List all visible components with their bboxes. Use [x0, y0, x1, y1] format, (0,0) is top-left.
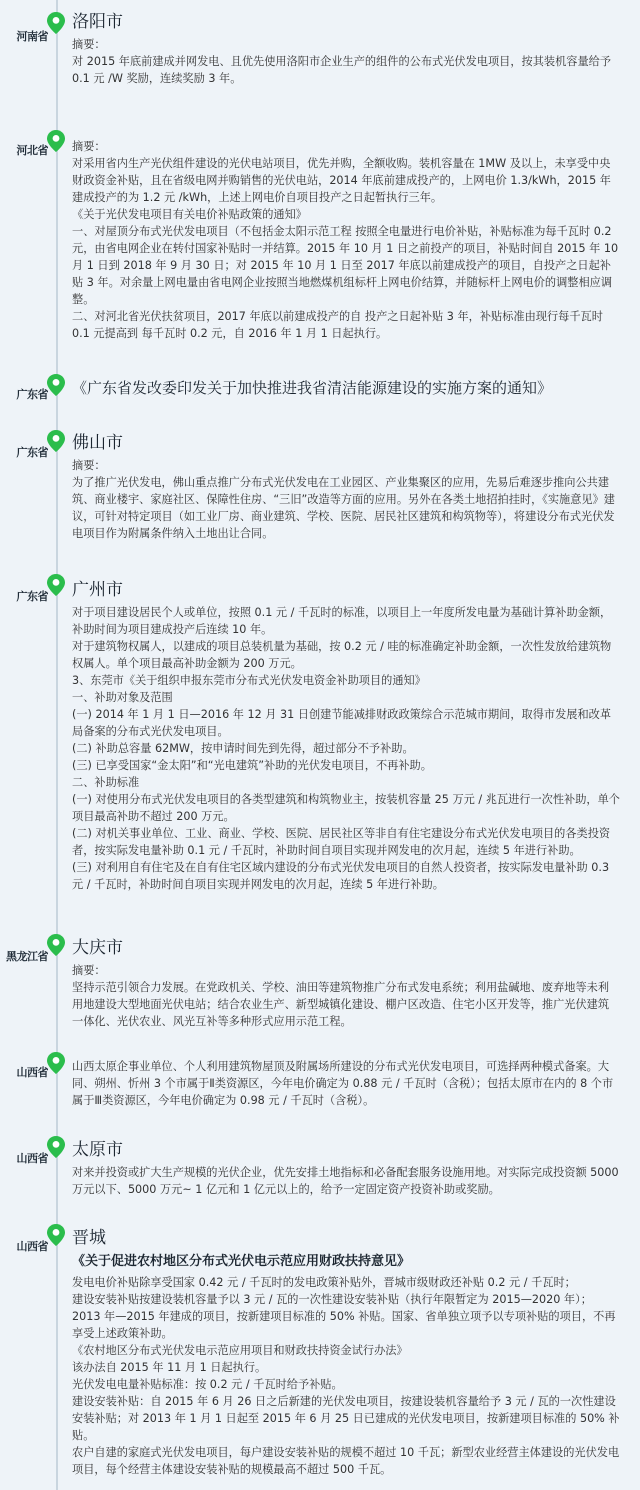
- paragraph: (二) 补助总容量 62MW，按申请时间先到先得，超过部分不予补助。: [72, 742, 414, 755]
- paragraph: (三) 已享受国家“金太阳”和“光电建筑”补助的光伏发电项目，不再补助。: [72, 759, 432, 772]
- province-label: 广东省: [16, 590, 48, 603]
- paragraph: 《农村地区分布式光伏发电示范应用项目和财政扶持资金试行办法》: [72, 1344, 408, 1357]
- province-label: 山西省: [16, 1152, 48, 1165]
- timeline-line: [56, 0, 58, 1490]
- paragraph: 该办法自 2015 年 11 月 1 日起执行。: [72, 1361, 267, 1374]
- paragraph: 摘要：: [72, 964, 106, 977]
- paragraph: 山西太原企事业单位、个人利用建筑物屋顶及附属场所建设的分布式光伏发电项目，可选择两种模式备案。大同、朔州、忻州 3 个市属于Ⅱ类资源区，今年电价确定为 0.88 元 / 千瓦时（含税）；包括太原市在内的 8 个市属于Ⅲ类资源区，今年电价确定为 0.98 元 / 千瓦时（含税）。: [72, 1060, 614, 1107]
- subtitle: 《关于促进农村地区分布式光伏电示范应用财政扶持意见》: [72, 1254, 411, 1269]
- location-pin-icon: [47, 430, 65, 452]
- province-label: 黑龙江省: [6, 950, 48, 963]
- province-label: 山西省: [16, 1066, 48, 1079]
- paragraph: 二、对河北省光伏扶贫项目，2017 年底以前建成投产的自 投产之日起补贴 3 年，补贴标准由现行每千瓦时 0.1 元提高到 每千瓦时 0.2 元，自 2016 年 1 月 1 日起执行。: [72, 310, 603, 340]
- location-pin-icon: [47, 934, 65, 956]
- paragraph: 二、补助标准: [72, 776, 140, 789]
- location-pin-icon: [47, 130, 65, 152]
- paragraph: 建设安装补贴按建设装机容量予以 3 元 / 瓦的一次性建设安装补贴（执行年限暂定为 2015—2020 年）；: [72, 1293, 592, 1306]
- paragraph: (三) 对利用自有住宅及在自有住宅区域内建设的分布式光伏发电项目的自然人投资者，按实际发电量补助 0.3 元 / 千瓦时，补助时间自项目实现并网发电的次月起，连续 5 年进行补助。: [72, 861, 610, 891]
- paragraph: 2013 年—2015 年建成的项目，按新建项目标准的 50% 补贴。国家、省单独立项予以专项补贴的项目，不再享受上述政策补助。: [72, 1310, 616, 1340]
- province-label: 河南省: [16, 30, 48, 43]
- location-pin-icon: [47, 1136, 65, 1158]
- paragraph: 为了推广光伏发电，佛山重点推广分布式光伏发电在工业园区、产业集聚区的应用，先易后难逐步推向公共建筑、商业楼宇、家庭社区、保障性住房、“三旧”改造等方面的应用。另外在各类土地招拍挂时，《实施意见》建议，可针对特定项目（如工业厂房、商业建筑、学校、医院、居民社区建筑和构筑物等），将建设分布式光伏发电项目作为附属条件纳入土地出让合同。: [72, 476, 615, 540]
- paragraph: 对 2015 年底前建成并网发电、且优先使用洛阳市企业生产的组件的公布式光伏发电项目，按其装机容量给予 0.1 元 /W 奖励，连续奖励 3 年。: [72, 55, 612, 85]
- location-pin-icon: [47, 12, 65, 34]
- paragraph: 对采用省内生产光伏组件建设的光伏电站项目，优先并购，全额收购。装机容量在 1MW 及以上，未享受中央财政资金补贴，且在省级电网并购销售的光伏电站，2014 年底前建成投产的，上网电价 1.3/kWh，2015 年建成投产的为 1.2 元 /kWh，上述上网电价自项目投产之日起暂执行三年。: [72, 157, 611, 204]
- location-pin-icon: [47, 374, 65, 396]
- paragraph: 对来并投资或扩大生产规模的光伏企业，优先安排土地指标和必备配套服务设施用地。对实际完成投资额 5000 万元以下、5000 万元~ 1 亿元和 1 亿元以上的，给予一定固定资产投资补助或奖励。: [72, 1166, 619, 1196]
- location-pin-icon: [47, 1224, 65, 1246]
- paragraph: 3、东莞市《关于组织申报东莞市分布式光伏发电资金补助项目的通知》: [72, 674, 426, 687]
- paragraph: (一) 2014 年 1 月 1 日—2016 年 12 月 31 日创建节能减排财政政策综合示范城市期间，取得市发展和改革局备案的分布式光伏发电项目。: [72, 708, 612, 738]
- paragraph: 建设安装补贴：自 2015 年 6 月 26 日之后新建的光伏发电项目，按建设装机容量给予 3 元 / 瓦的一次性建设安装补贴；对 2013 年 1 月 1 日起至 2015 年 6 月 25 日已建成的光伏发电项目，按新建项目标准的 50% 补贴。: [72, 1395, 620, 1442]
- province-label: 山西省: [16, 1240, 48, 1253]
- paragraph: 对于建筑物权属人，以建成的项目总装机量为基础，按 0.2 元 / 哇的标准确定补助金额，一次性发放给建筑物权属人。单个项目最高补助金额为 200 万元。: [72, 640, 612, 670]
- paragraph: 摘要：: [72, 140, 106, 153]
- city-title: 广州市: [72, 580, 123, 600]
- paragraph: 发电电价补贴除享受国家 0.42 元 / 千瓦时的发电政策补贴外，晋城市级财政还补贴 0.2 元 / 千瓦时；: [72, 1276, 576, 1289]
- city-title: 晋城: [72, 1228, 106, 1248]
- paragraph: 对于项目建设居民个人或单位，按照 0.1 元 / 千瓦时的标准，以项目上一年度所发电量为基础计算补助金额，补助时间为项目建成投产后连续 10 年。: [72, 606, 612, 636]
- paragraph: 坚持示范引领合力发展。在党政机关、学校、油田等建筑物推广分布式发电系统；利用盐碱地、废弃地等未利用地建设大型地面光伏电站；结合农业生产、新型城镇化建设、棚户区改造、住宅小区开发等，推广光伏建筑一体化、光伏农业、风光互补等多种形式应用示范工程。: [72, 981, 610, 1028]
- province-label: 河北省: [16, 144, 48, 157]
- city-title: 佛山市: [72, 433, 123, 453]
- city-title: 大庆市: [72, 938, 123, 958]
- paragraph: 摘要：: [72, 459, 106, 472]
- paragraph: 一、补助对象及范围: [72, 691, 173, 704]
- location-pin-icon: [47, 574, 65, 596]
- paragraph: 一、对屋顶分布式光伏发电项目（不包括金太阳示范工程 按照全电量进行电价补贴，补贴标准为每千瓦时 0.2 元，由省电网企业在转付国家补贴时一并结算。2015 年 10 月 1 日之前投产的项目，补贴时间自 2015 年 10 月 1 日到 2018 年 9 月 30 日；对 2015 年 10 月 1 日至 2017 年底以前建成投产的项目，自投产之日起补贴 3 年。对余量上网电量由省电网企业按照当地燃煤机组标杆上网电价结算，并随标杆上网电价的调整相应调整。: [72, 225, 619, 306]
- city-title: 洛阳市: [72, 12, 123, 32]
- location-pin-icon: [47, 1052, 65, 1074]
- paragraph: 光伏发电电量补贴标准：按 0.2 元 / 千瓦时给予补贴。: [72, 1378, 343, 1391]
- paragraph: 摘要：: [72, 38, 106, 51]
- paragraph: 农户自建的家庭式光伏发电项目，每户建设安装补贴的规模不超过 10 千瓦；新型农业经营主体建设的光伏发电项目，每个经营主体建设安装补贴的规模最高不超过 500 千瓦。: [72, 1446, 620, 1476]
- paragraph: (一) 对使用分布式光伏发电项目的各类型建筑和构筑物业主，按装机容量 25 万元 / 兆瓦进行一次性补助，单个项目最高补助不超过 200 万元。: [72, 793, 620, 823]
- paragraph: (二) 对机关事业单位、工业、商业、学校、医院、居民社区等非自有住宅建设分布式光伏发电项目的各类投资者，按实际发电量补助 0.1 元 / 千瓦时，补助时间自项目实现并网发电的次月起，连续 5 年进行补助。: [72, 827, 611, 857]
- notice-title: 《广东省发改委印发关于加快推进我省清洁能源建设的实施方案的通知》: [72, 379, 553, 397]
- province-label: 广东省: [16, 388, 48, 401]
- paragraph: 《关于光伏发电项目有关电价补贴政策的通知》: [72, 208, 307, 221]
- city-title: 太原市: [72, 1140, 123, 1160]
- province-label: 广东省: [16, 446, 48, 459]
